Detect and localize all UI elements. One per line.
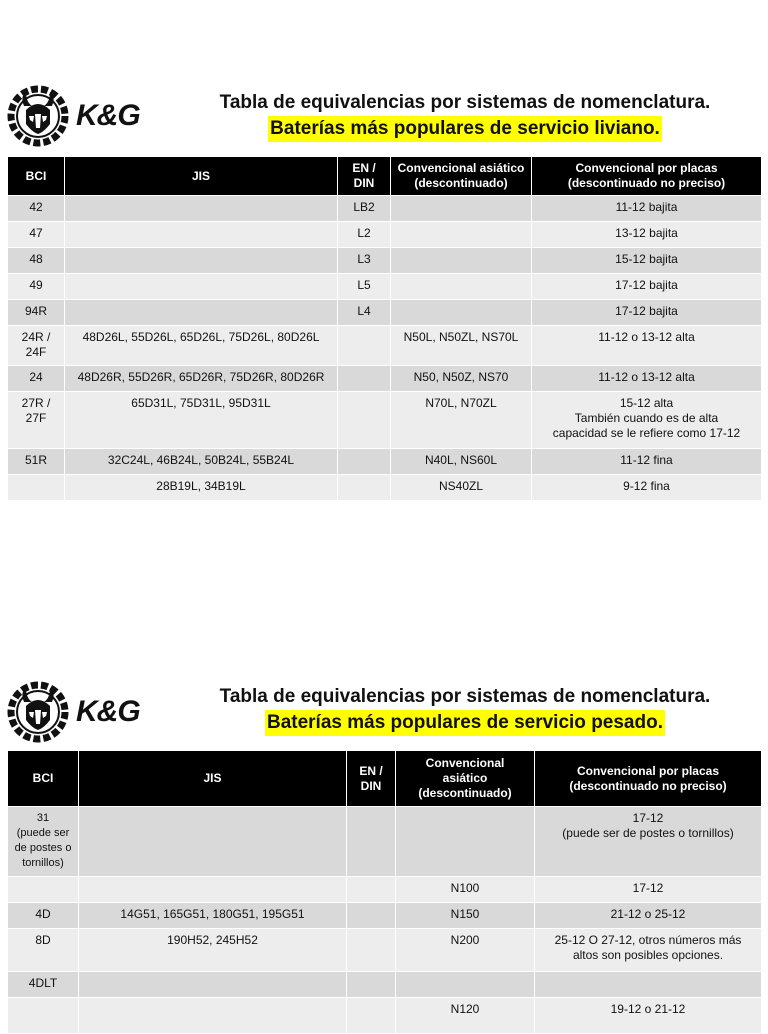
subtitle-highlight: Baterías más populares de servicio liviano.	[268, 116, 662, 142]
cell-plates: 21-12 o 25-12	[535, 903, 762, 929]
cell-en-din	[347, 929, 396, 972]
cell-plates: 11-12 o 13-12 alta	[532, 366, 762, 392]
cell-en-din	[338, 366, 391, 392]
cell-plates: 17-12 (puede ser de postes o tornillos)	[535, 807, 762, 877]
cell-plates: 25-12 O 27-12, otros números más altos son posibles opciones.	[535, 929, 762, 972]
cell-en-din	[338, 449, 391, 475]
header-plates: Convencional por placas (descontinuado no preciso)	[535, 751, 762, 807]
cell-asian: N150	[396, 903, 535, 929]
cell-asian: N40L, NS60L	[391, 449, 532, 475]
table-row	[8, 475, 762, 501]
cell-bci: 4D	[8, 903, 79, 929]
table-header-row	[8, 157, 762, 196]
page-title	[170, 90, 760, 142]
cell-plates	[535, 972, 762, 998]
cell-en-din: L2	[338, 222, 391, 248]
viking-helmet-gear-icon	[6, 680, 70, 744]
cell-plates: 13-12 bajita	[532, 222, 762, 248]
cell-asian: N70L, N70ZL	[391, 392, 532, 449]
cell-asian	[396, 972, 535, 998]
cell-jis	[79, 998, 347, 1034]
table-row	[8, 449, 762, 475]
cell-plates: 17-12 bajita	[532, 274, 762, 300]
logo-text: K&G	[76, 695, 140, 728]
table-row	[8, 248, 762, 274]
cell-jis	[65, 300, 338, 326]
cell-jis	[65, 196, 338, 222]
brand-logo	[6, 680, 140, 744]
table-row	[8, 807, 762, 877]
cell-bci: 8D	[8, 929, 79, 972]
cell-jis: 14G51, 165G51, 180G51, 195G51	[79, 903, 347, 929]
title-line: Tabla de equivalencias por sistemas de nomenclatura.	[219, 92, 711, 113]
cell-asian: N50, N50Z, NS70	[391, 366, 532, 392]
cell-bci: 94R	[8, 300, 65, 326]
cell-bci	[8, 475, 65, 501]
cell-plates: 15-12 alta También cuando es de alta capacidad se le refiere como 17-12	[532, 392, 762, 449]
subtitle-highlight: Baterías más populares de servicio pesado.	[265, 710, 665, 736]
cell-asian: NS40ZL	[391, 475, 532, 501]
cell-asian: N50L, N50ZL, NS70L	[391, 326, 532, 366]
cell-en-din: L5	[338, 274, 391, 300]
cell-jis: 65D31L, 75D31L, 95D31L	[65, 392, 338, 449]
cell-plates: 17-12	[535, 877, 762, 903]
cell-asian	[391, 248, 532, 274]
viking-helmet-gear-icon	[6, 84, 70, 148]
header-jis: JIS	[65, 157, 338, 196]
cell-en-din	[338, 475, 391, 501]
cell-en-din: LB2	[338, 196, 391, 222]
cell-plates: 19-12 o 21-12	[535, 998, 762, 1034]
table-header-row	[8, 751, 762, 807]
cell-plates: 11-12 fina	[532, 449, 762, 475]
cell-asian	[391, 274, 532, 300]
cell-bci: 27R / 27F	[8, 392, 65, 449]
brand-logo	[6, 84, 140, 148]
cell-asian: N200	[396, 929, 535, 972]
cell-bci: 24	[8, 366, 65, 392]
cell-jis: 48D26L, 55D26L, 65D26L, 75D26L, 80D26L	[65, 326, 338, 366]
cell-jis	[79, 807, 347, 877]
table-row	[8, 998, 762, 1034]
cell-asian	[396, 807, 535, 877]
cell-bci	[8, 998, 79, 1034]
cell-jis: 32C24L, 46B24L, 50B24L, 55B24L	[65, 449, 338, 475]
cell-en-din	[347, 903, 396, 929]
header-jis: JIS	[79, 751, 347, 807]
cell-jis	[79, 972, 347, 998]
header-en-din: EN / DIN	[338, 157, 391, 196]
cell-en-din	[338, 392, 391, 449]
cell-en-din: L4	[338, 300, 391, 326]
table-row	[8, 326, 762, 366]
header-asian: Convencional asiático (descontinuado)	[391, 157, 532, 196]
table-row	[8, 903, 762, 929]
cell-en-din	[347, 972, 396, 998]
cell-asian: N120	[396, 998, 535, 1034]
cell-asian	[391, 300, 532, 326]
section-heavy-duty	[0, 600, 768, 1024]
cell-jis: 28B19L, 34B19L	[65, 475, 338, 501]
logo-text: K&G	[76, 99, 140, 132]
cell-jis	[65, 222, 338, 248]
cell-bci: 47	[8, 222, 65, 248]
header-en-din: EN / DIN	[347, 751, 396, 807]
cell-asian	[391, 196, 532, 222]
table-row	[8, 300, 762, 326]
table-row	[8, 877, 762, 903]
cell-jis: 48D26R, 55D26R, 65D26R, 75D26R, 80D26R	[65, 366, 338, 392]
table-row	[8, 972, 762, 998]
cell-asian	[391, 222, 532, 248]
cell-jis	[65, 248, 338, 274]
cell-jis	[65, 274, 338, 300]
cell-bci: 42	[8, 196, 65, 222]
table-row	[8, 366, 762, 392]
cell-plates: 9-12 fina	[532, 475, 762, 501]
cell-plates: 15-12 bajita	[532, 248, 762, 274]
table-row	[8, 274, 762, 300]
cell-bci: 24R / 24F	[8, 326, 65, 366]
cell-en-din: L3	[338, 248, 391, 274]
table-row	[8, 222, 762, 248]
header-plates: Convencional por placas (descontinuado no preciso)	[532, 157, 762, 196]
cell-asian: N100	[396, 877, 535, 903]
cell-en-din	[347, 998, 396, 1034]
cell-en-din	[338, 326, 391, 366]
header-bci: BCI	[8, 157, 65, 196]
table-row	[8, 929, 762, 972]
cell-en-din	[347, 807, 396, 877]
equivalence-table-light	[7, 156, 762, 501]
cell-bci: 51R	[8, 449, 65, 475]
cell-bci	[8, 877, 79, 903]
cell-jis	[79, 877, 347, 903]
cell-plates: 11-12 o 13-12 alta	[532, 326, 762, 366]
header-bci: BCI	[8, 751, 79, 807]
title-line: Tabla de equivalencias por sistemas de nomenclatura.	[219, 686, 711, 707]
cell-bci: 48	[8, 248, 65, 274]
cell-jis: 190H52, 245H52	[79, 929, 347, 972]
table-row	[8, 196, 762, 222]
cell-bci: 4DLT	[8, 972, 79, 998]
cell-plates: 11-12 bajita	[532, 196, 762, 222]
cell-en-din	[347, 877, 396, 903]
cell-bci: 49	[8, 274, 65, 300]
header-asian: Convencional asiático (descontinuado)	[396, 751, 535, 807]
equivalence-table-heavy	[7, 750, 762, 1034]
cell-plates: 17-12 bajita	[532, 300, 762, 326]
cell-bci: 31 (puede ser de postes o tornillos)	[8, 807, 79, 877]
page-title	[170, 684, 760, 736]
table-row	[8, 392, 762, 449]
